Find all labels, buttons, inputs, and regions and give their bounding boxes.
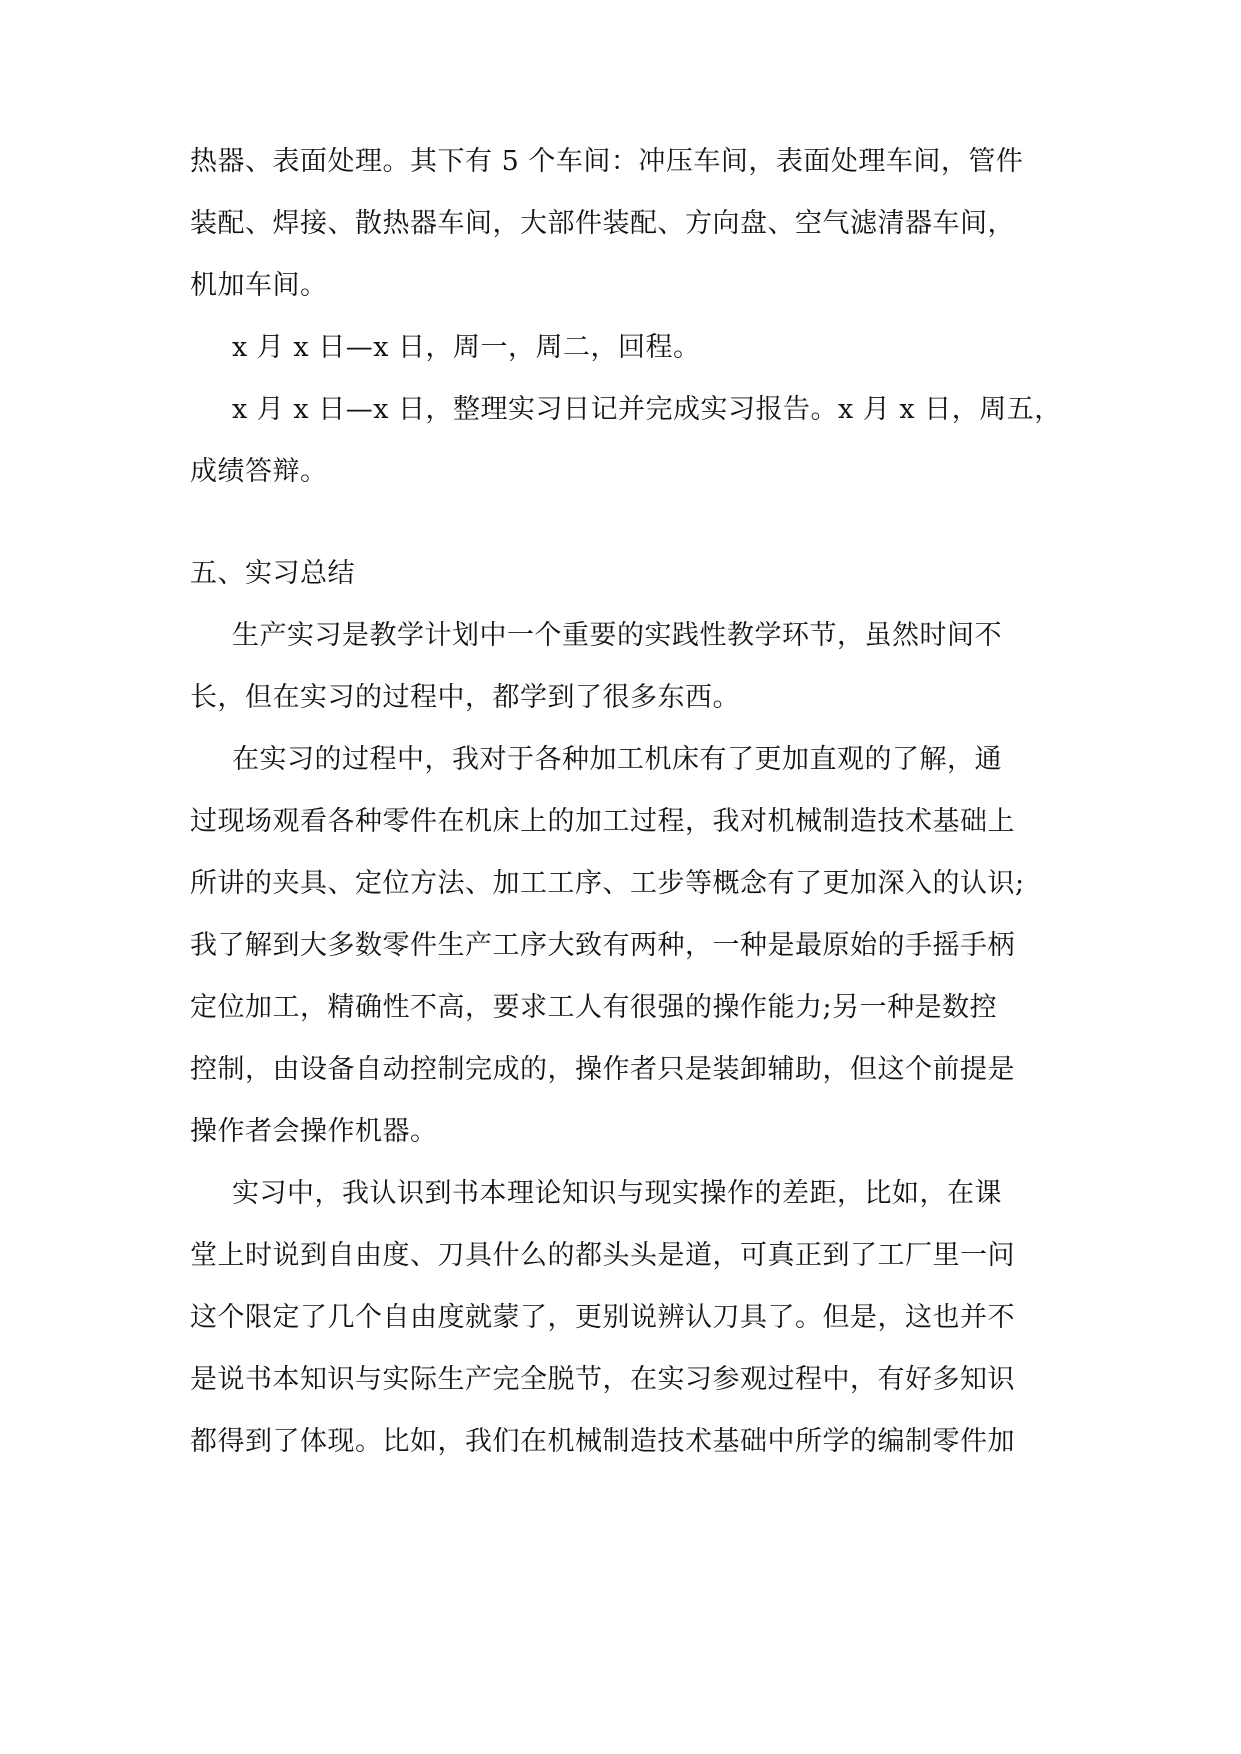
text-line: 这个限定了几个自由度就蒙了，更别说辨认刀具了。但是，这也并不	[190, 1302, 1015, 1333]
text-line: 都得到了体现。比如，我们在机械制造技术基础中所学的编制零件加	[190, 1426, 1015, 1457]
text-line: x 月 x 日—x 日，周一，周二，回程。	[232, 332, 701, 363]
text-line: 热器、表面处理。其下有 5 个车间：冲压车间，表面处理车间，管件	[190, 146, 1024, 177]
text-line: 定位加工，精确性不高，要求工人有很强的操作能力;另一种是数控	[190, 992, 998, 1023]
text-line: 所讲的夹具、定位方法、加工工序、工步等概念有了更加深入的认识;	[190, 868, 1025, 899]
text-line: x 月 x 日—x 日，整理实习日记并完成实习报告。x 月 x 日，周五，	[232, 394, 1062, 425]
text-line: 在实习的过程中，我对于各种加工机床有了更加直观的了解，通	[232, 744, 1002, 775]
text-line: 长，但在实习的过程中，都学到了很多东西。	[190, 682, 740, 713]
text-line: 操作者会操作机器。	[190, 1116, 438, 1147]
text-line: 机加车间。	[190, 270, 328, 301]
text-line: 控制，由设备自动控制完成的，操作者只是装卸辅助，但这个前提是	[190, 1054, 1015, 1085]
text-line: 是说书本知识与实际生产完全脱节，在实习参观过程中，有好多知识	[190, 1364, 1015, 1395]
text-line: 我了解到大多数零件生产工序大致有两种，一种是最原始的手摇手柄	[190, 930, 1015, 961]
section-heading: 五、实习总结	[190, 558, 355, 589]
text-line: 生产实习是教学计划中一个重要的实践性教学环节，虽然时间不	[232, 620, 1002, 651]
text-line: 装配、焊接、散热器车间，大部件装配、方向盘、空气滤清器车间，	[190, 208, 1015, 239]
text-line: 实习中，我认识到书本理论知识与现实操作的差距，比如，在课	[232, 1178, 1002, 1209]
text-line: 过现场观看各种零件在机床上的加工过程，我对机械制造技术基础上	[190, 806, 1015, 837]
text-line: 堂上时说到自由度、刀具什么的都头头是道，可真正到了工厂里一问	[190, 1240, 1015, 1271]
text-line: 成绩答辩。	[190, 456, 328, 487]
